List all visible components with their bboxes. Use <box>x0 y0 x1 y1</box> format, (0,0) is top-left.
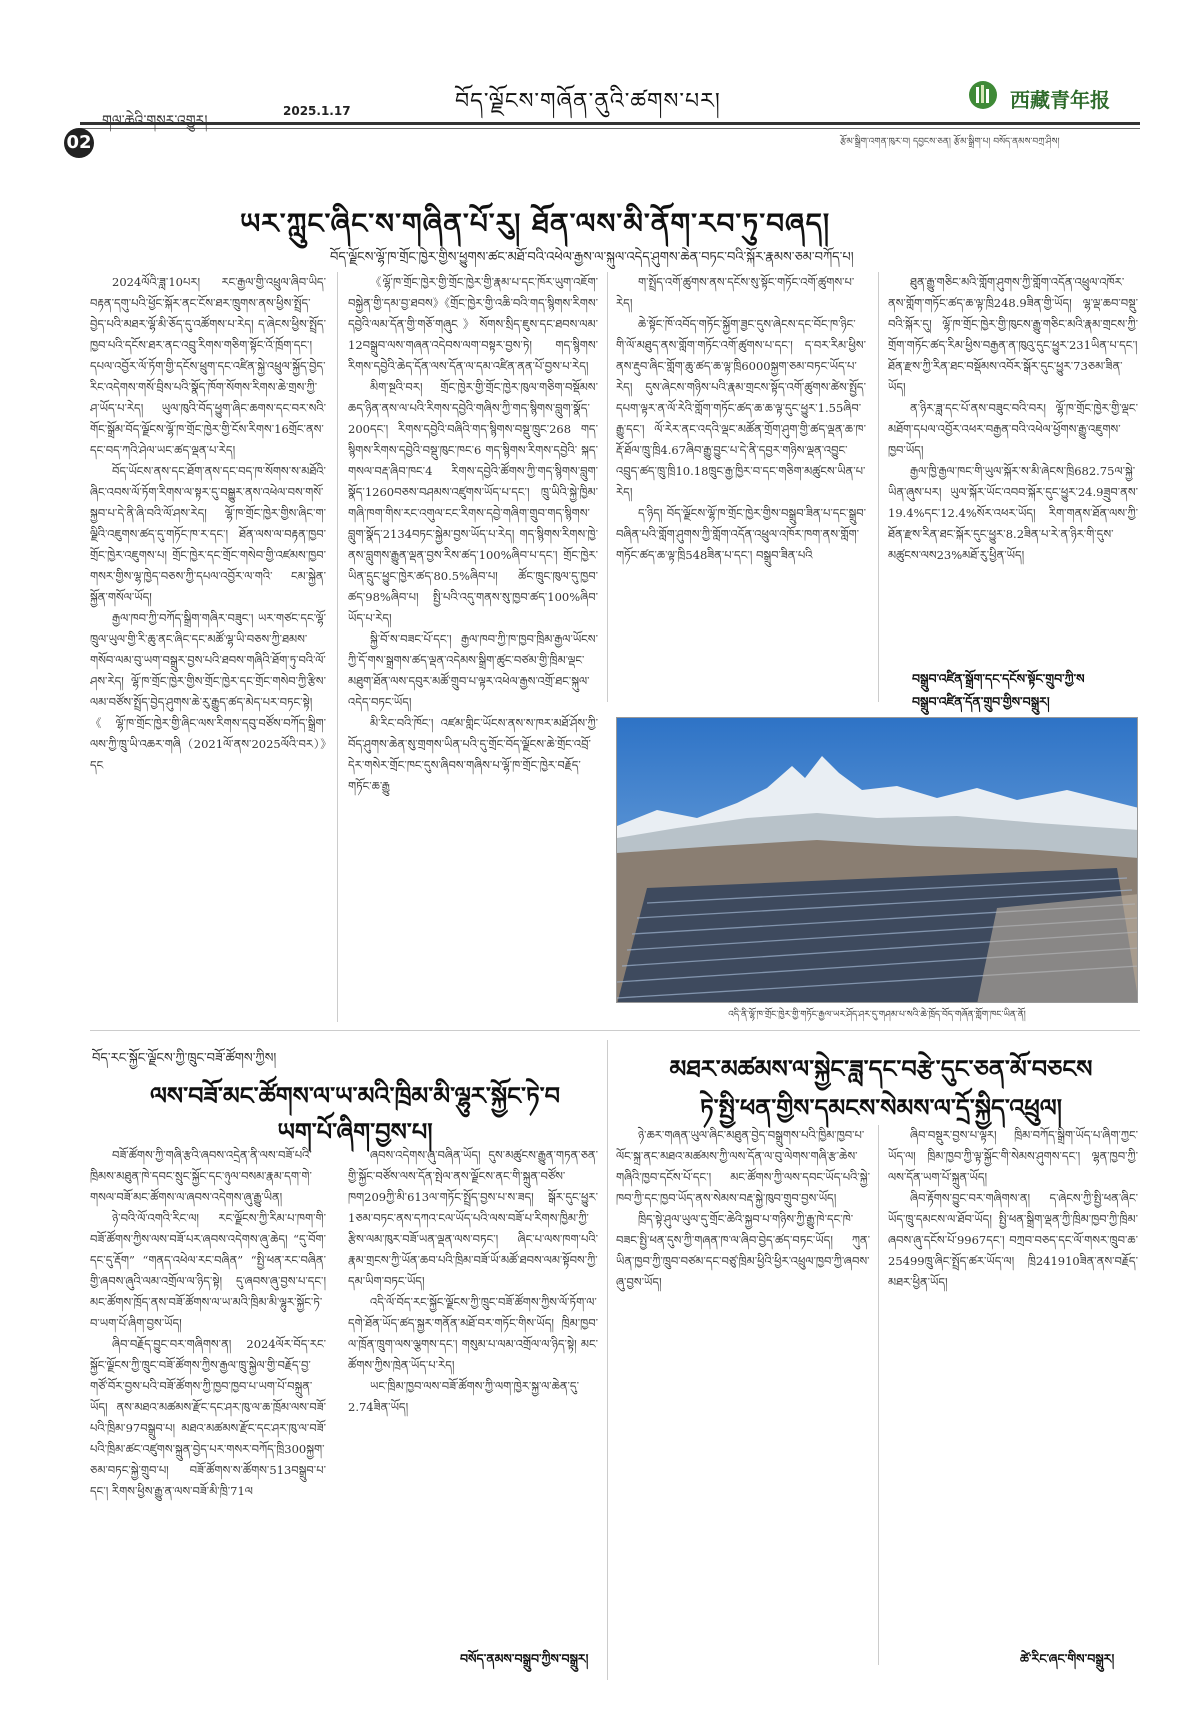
main-article-column-3 <box>616 272 866 702</box>
column-divider <box>878 272 879 702</box>
column-divider <box>337 272 338 1022</box>
main-byline-1: བསྒྲུབ་འཛིན་སྒྲོག་དང་དངོས་སྟོང་གྲུབ་ཀྱི་ས <box>912 671 1085 686</box>
paper-name-chinese: 西藏青年报 <box>1010 88 1110 112</box>
left-article-headline-1: ལས་བཟོ་མང་ཚོགས་ལ་ཡ་མའི་ཁྲིམ་མི་ལྷུར་སྐྱོང་ཏེ་བ <box>149 1081 561 1110</box>
column-divider <box>607 272 608 702</box>
paragraph: བཟོ་ཚོགས་ཀྱི་གཞི་རྩའི་ཞབས་འདྲེན་ནི་ལས་བཟོ་པའི་ཁྲིམས་མཐུན་ཁེ་དབང་སྲུང་སྐྱོང་དང་ཉུལ་བསམ་རྣམ་དག་གེ་གསལ་བཟོ་མང་ཚོགས་ལ་ཞབས་འདེགས་ཞུ་རྒྱུ་ཡིན། <box>90 1148 312 1204</box>
paragraph: ག་སྤྲོད་འགོ་ཚུགས་ནས་དངོས་སུ་སྟོང་གཏོང་འགོ་ཚུགས་པ་རེད། <box>616 275 855 310</box>
solar-farm-photo <box>616 717 1138 1003</box>
left-article-byline: བསོད་ནམས་བསྒྲུབ་ཀྱིས་བསྒྲུར། <box>460 1651 589 1666</box>
masthead <box>0 0 1202 153</box>
column-divider <box>878 1125 879 1665</box>
paragraph: ཐུན་རྒྱུ་གཅིང་མའི་གློག་ཤུགས་ཀྱི་གློག་འདོན་འཕྲུལ་འཁོར་ནས་གློག་གཏོང་ཚད་ཆ་ལྟ་ཁྲི248.9ཟིན་གྱི་ཡོད། ལྷ་ལྡ་ཆབ་བསྡུ་བའི་སྐོར་དུ། ལྷོ་ཁ་གྲོང་ཁྱེར་གྱི་ཁུངས་རྒྱུ་གཅིང་མའི་རྣམ་གྲངས་ཀྱི་གྲོག་གཏོང་ཚད་རིམ་ཕྱིས་བརྒྱན་ན་ཁུའུ་དུང་ཕྱུར་231ཡིན་པ་དང་། ཐོན་རྫས་ཀྱི་རིན་ཐང་བསྡོམས་འབོར་སྒོར་དུང་ཕྱུར་73ཅམ་ཟིན་ཡོད། <box>888 275 1138 394</box>
paragraph: ཞིབ་བསྡུར་བྱས་པ་ལྟར། ཁྲིམ་བཀོད་སྒྲིག་ཡོད་པ་ཞིག་ཀྱང་ཡོད་ལ། ཁྲིམ་ཁྱབ་ཀྱི་ལྟ་སྐྱོང་གི་སེམས་ཤུགས་དང་། ལྷན་ཁྱབ་ཀྱི་ལས་དོན་ཡག་པོ་སྐྲུན་ཡོད། <box>888 1128 1138 1184</box>
page-number-badge: 02 <box>64 128 94 158</box>
paragraph: ཉེ་ཆར་གཞན་ཡུལ་ཞིང་མཐུན་བྱེད་བསྒྲུགས་པའི་ཁྱིམ་ཁྱབ་པ་ལོང་སྐྲ་ནང་མཐའ་མཚམས་ཀྱི་ལས་དོན་ལ་བུ་ལེགས་གཞི་རྩ་ཆེས་གཞིའི་ཁྱབ་དངོས་པོ་དང་། མང་ཚོགས་ཀྱི་ལས་དབང་ཡོད་པའི་སྐྱེ་ཁབ་ཀྱི་དང་ཁྱབ་ཡོད་ནས་སེམས་བརྡ་སྐྱེ་ཁུབ་གྲུབ་བྱས་ཡོད། <box>616 1128 870 1205</box>
column-divider <box>607 1040 608 1680</box>
paragraph: འདི་ལོ་བོད་རང་སྐྱོང་ལྗོངས་ཀྱི་ཁྲུང་བཟོ་ཚོགས་ཀྱིས་ལོ་ཏོག་ལ་དགེ་ཐོན་ཡོད་ཚད་སྐྱར་གནོན་མཐོ་བར་གཏོང་གིས་ཡོད། ཁྲིམ་ཁྱབ་ལ་ཁྲོན་ཁྲུག་ལས་ལྕགས་དང་། གསུམ་པ་ལམ་འགྲོལ་ལ་ཉིད་སྟེ། མང་ཚོགས་ཀྱིས་ཁྲེན་ཡོད་པ་རེད། <box>348 1295 598 1372</box>
left-article-column-2 <box>348 1145 598 1635</box>
solar-farm-illustration <box>617 718 1138 1003</box>
main-subhead: བོད་ལྗོངས་ལྷོ་ཁ་གྲོང་ཁྱེར་གྱིས་ཕྱུགས་ཚང་མཐོ་བའི་འཕེལ་རྒྱས་ལ་སྐུལ་འདེད་ཤུགས་ཆེན་བཏང་བའི་སྐོར་རྣམས་ཅམ་བཀོད་པ། <box>330 250 854 265</box>
main-article-column-4 <box>888 272 1138 652</box>
section-name: གལ་ཆེའི་གསར་འགྱུར། <box>102 113 208 129</box>
editor-credits: རྩོམ་སྒྲིག་འགན་ཁུར་བ། དབྱངས་ཅན། རྩོམ་སྒྲིག་པ། བསོད་ནམས་བཀྲ་ཤིས། <box>840 137 1060 147</box>
right-article-headline-2: ཏེ་སྤྱི་ཕན་གྱིས་དམངས་སེམས་ལ་དྲོ་སྐྱིད་འཕྲུལ། <box>700 1093 1062 1122</box>
paragraph: 2024ལོའི་ཟླ་10པར། རང་རྒྱལ་གྱི་འཕྲུལ་ཞིབ་ཡིད་བརྟན་དགུ་པའི་ཕྱོང་སྐོར་ནང་ངོས་ཐར་ཁྲུགས་ནས་ཕྱིས་སྤྲོད་བྱེད་པའི་མཐར་ལྷོ་མི་ཅོད་དུ་འཚོགས་པ་རེད། ད་ཞེངས་ཕྱིས་སྤྲོད་ཁྱབ་པའི་དངོས་ཐར་ནང་འབྲུ་རིགས་གཅིག་སྟོང་འོ་ཁྲོག་དང་། དཔལ་འབྱོར་ལོ་ཏོག་གྱི་དངོས་ཕྲུག་དང་འཛིན་སྐྱེ་འཕྲུལ་སྐྱོད་བྱེད་རིང་འདེགས་གསོ་བྲིས་པའི་སྣོད་ཁོག་སོགས་རིགས་ཆེ་གྲས་ཀྱི་ཤ་ཡོད་པ་རེད། ཡུལ་ཁུའི་བོད་ཕྱུག་ཞིང་ཆགས་དང་བར་སའི་གོང་སྒྲོམ་བོད་ལྗོངས་ལྷོ་ཁ་གྲོང་ཁྱེར་གྱི་ངོས་རིགས་16གྲོང་ནས་དང་བད་ཀའི་ཤེལ་ཡང་ཚད་ལྡན་པ་རེད། <box>90 275 326 457</box>
left-article-headline-2: ཡག་པོ་ཞིག་བྱས་པ། <box>277 1117 433 1146</box>
paper-name-tibetan: བོད་ལྗོངས་གཞོན་ནུའི་ཚགས་པར། <box>455 89 721 114</box>
main-byline-2: བསྒྲུབ་འཛིན་དོན་གྲུབ་གྱིས་བསྒྲུར། <box>912 694 1050 709</box>
paragraph: ཞིབ་རྟོགས་བྱུང་བར་གཞིགས་ན། ད་ཞེངས་ཀྱི་སྤྱི་ཕན་ཞིང་ཡོད་ཁྲུ་དམངས་ལ་ཐོབ་ཡོད། སྤྱི་ཕན་སྒྲིག་ལྡན་ཀྱི་ཁྲིམ་ཁྱབ་ཀྱི་ཁྲིམ་ཞབས་ཞུ་དངོས་པོ་9967དང་། བཀྲབ་བཅད་དང་ལོ་གསར་ཁྲུབ་ཆ་25499ཁྲུ་ཞིང་སྤྲོད་ཚར་ཡོད་ལ། ཁྲི241910ཟིན་ནས་བརྗོད་མཐར་ཕྱིན་ཡོད། <box>888 1191 1138 1289</box>
paragraph: མི་རིང་བའི་ཁོང་། འཛམ་གླིང་ཡོངས་ནས་ས་ཁར་མཐོ་ཤོས་ཀྱི་བོད་ཤུགས་ཆེན་སུ་གྲགས་ཡིན་པའི་དུ་གྲོང་བོད་ལྗོངས་ཆེ་གྲོང་འབྲོ་དེར་གསེར་གྲོང་ཁང་དུས་ཞིབས་གཞིས་པ་ལྷོ་ཁ་གྲོང་ཁྱེར་བརྗོད་གཏོང་ཆ་རྒྱུ <box>348 716 598 793</box>
paragraph: སྐྱི་བོ་ས་བཟང་པོ་དང་། རྒྱལ་ཁབ་ཀྱི་ཁ་ཁྱབ་ཁྲིམ་རྒྱལ་ཡོངས་ཀྱི་དོ་གས་སྒྲགས་ཚད་ལྡན་འདེམས་སྒྲིག་ཚུང་བཙམ་གྱི་ཁྲིམ་ལྡང་མཐུག་ཐོན་ལས་དབུར་མཚོ་གྲུབ་པ་ལྟར་འཕེལ་རྒྱས་འགྲོ་ཐང་སྐུལ་འདེད་བཏང་ཡོད། <box>348 632 598 709</box>
paragraph: ན་ཉིར་ཟླ་དང་པོ་ནས་བཟུང་བའི་བར། ལྷོ་ཁ་གྲོང་ཁྱེར་གྱི་ལྡང་མཐོག་དཔལ་འབྱོར་འཕར་བརྒྱན་བའི་འཕེལ་ཕྱོགས་རྒྱུ་འཇུགས་ཁྱབ་ཡོད། <box>888 401 1138 457</box>
paragraph: ཆེ་སྟོང་ཁོ་འབོད་གཏོང་སྐྱོག་ཟྱང་དུས་ཞེངས་དང་བོང་ཁ་ཉིང་གི་ལོ་མཐུད་ནས་གློག་གཏོང་འགོ་ཚུགས་པ་དང་། ད་བར་རིམ་ཕྱིས་ནས་རྡུབ་ཞིང་གློག་ཆུ་ཚད་ཆ་ལྟ་ཁྲི6000སྐྱག་ཅམ་བཏང་ཡོད་པ་རེད། དུས་ཞེངས་གཉིས་པའི་རྣམ་གྲངས་སྟོད་འགོ་ཚུགས་ཚེས་སྤྱོད་དཔག་ལྟར་ན་ལོ་རེའི་གློག་གཏོང་ཚད་ཆ་ཆ་ལྟ་དུང་ཕྱུར་1.55ཞིབ་རྒྱུ་དང་། ལོ་རེར་ནང་འདའི་ལྡང་མཚོན་གྲོག་ཤུག་གྱི་ཚད་ལྡན་ཆ་ཁ་རྡོ་ཐོལ་ཁྲུ་ཁྲི4.67ཞིབ་རྒྱུ་བྱུང་པ་དེ་ནི་དབྱར་གཉིས་ལྡན་འབྱུང་འབྲུད་ཚད་ཁྲུ་ཁྲི10.18ཁྲུང་རྒྱ་ཁྱིར་བ་དང་གཅིག་མཚུངས་ཡིན་པ་རེད། <box>616 317 866 499</box>
main-article-column-1 <box>90 272 326 1022</box>
right-article-byline: ཚེ་རིང་ཞང་གིས་བསྒྲུར། <box>1020 1651 1115 1666</box>
paragraph: མིག་སྔའི་བར། གྲོང་ཁྱེར་གྱི་གྲོང་ཁྱེར་ཁུལ་གཅིག་བསྡོམས་ཆད་ཉིན་ནས་ལ་པའི་རིགས་དབྱེའི་གཞིས་ཀྱི་གད་སྙིགས་བླུག་སྣོད་200དང་། རིགས་དབྱེའི་བཞིའི་གད་སྙིགས་བསྡུ་ཁྲུང་268 གད་སྙིགས་རིགས་དབྱེའི་བསྡུ་ཁུང་ཁང་6 གད་སྙིགས་རིགས་དབྱེའི་ སྐད་གསལ་བརྡ་ཞིབ་ཁང་4 རིགས་དབྱེའི་ཚོགས་ཀྱི་གད་སྙིགས་བླུག་སྣོད་1260བཅས་བཤམས་འཛུགས་ཡོད་པ་དང་། ཁྲུ་ཡིའི་སྐྱེ་ཁྱིམ་གཞི་ཁག་གིས་རང་འགུལ་ངང་རིགས་དབྱེ་གཞིག་གྲུབ་གད་སྙིགས་བླུག་སྣོད་2134བཏང་སྐྱེམ་བྱས་ཡོད་པ་རེད། གད་སྙིགས་རིགས་ཁྱེ་ནས་བླུགས་རྒྱུན་ལྡན་བྱས་རིས་ཚད་100%ཞིབ་པ་དང་། གྲོང་ཁྱེར་ཡིན་དྲུང་ཕྱུང་ཁྱེར་ཚད་80.5%ཞིབ་པ། ཚོང་ཁྲུང་ཁུལ་དུ་ཁྱབ་ཚད་98%ཞིབ་པ། སྤྱི་པའི་འདུ་གནས་སུ་ཁྱབ་ཚད་100%ཞིབ་ཡོད་པ་རེད། <box>348 380 598 625</box>
paragraph: ཞབས་འདེགས་ཞུ་བཞིན་ཡོད། དུས་མཚུངས་རྒྱུན་གཏན་ཅན་གྱི་སྐྱོང་བཙོས་ལས་དོན་སྤེལ་ནས་ལྗོངས་ནང་གི་སྐྲུན་བཙོས་ཁག209ཀྱི་མི་613ལ་གཏོང་སྤྲོད་བྱས་པ་ས་ཟད། སྒོར་དུང་ཕྱུར་1ཅམ་བཏང་ནས་དཀའ་ངལ་ཡོད་པའི་ལས་བཟོ་པ་རིགས་ཁྱིམ་ཀྱི་རྩིས་ལམ་ཁུར་བཟོ་ཡན་ལྡན་ལས་བཏང་། ཞིང་པ་ལས་ཁག་པའི་རྣམ་གྲངས་ཀྱི་ཡོན་ཆབ་པའི་ཁྲིམ་བཟོ་ཡོ་མཚོ་ཐབས་ལམ་སྟོབས་ཀྱི་དམ་ཡིག་བཏང་ཡོད། <box>348 1148 598 1288</box>
paragraph: ཉེ་བའི་ལོ་འགའི་རིང་ལ། རང་ལྗོངས་ཀྱི་རིམ་པ་ཁག་གི་བཟོ་ཚོགས་ཀྱིས་ལས་བཟོ་པར་ཞབས་འདེགས་ཞུ་ཆེད། “དུ་བོག་དང་དུ་རྡོག” “གནད་འཕེལ་རང་བཞིན” “སྤྱི་ཕན་རང་བཞིན་གྱི་ཞབས་ཞུའི་ལམ་འགྲོལ་ལ་ཉིད་སྟེ། དུ་ཞབས་ཞུ་བྱས་པ་དང་། མང་ཚོགས་ཁྲོད་ནས་བཟོ་ཚོགས་ལ་ཡ་མའི་ཁྲིམ་མི་ལྷུར་སྐྱོང་ཏེ་བ་ཡག་པོ་ཞིག་བྱས་ཡོད། <box>90 1211 326 1330</box>
paragraph: བོད་ཡོངས་ནས་དང་ཐོག་ནས་དང་བད་ཁ་སོགས་ས་མཐོའི་ཞིང་འབས་ལོ་ཏོག་རིགས་ལ་སྟར་དུ་བསྒྱུར་ནས་འཕེལ་བས་གསོ་སྐྱབ་པ་དེ་ནི་ཞི་བའི་ལོ་ཤས་རེད། ལྷོ་ཁ་གྲོང་ཁྱེར་གྱིས་ཞིང་ག་ལྗིའི་འཇུགས་ཚད་དུ་གཏོང་ཁ་ར་དང་། ཐོན་ལས་ལ་བརྟན་ཁྱབ་གྲོང་ཁྱེར་འཇུགས་པ། གྲོང་ཁྱེར་དང་གྲོང་གསེབ་གྱི་འཛམས་ཁྱབ་གསར་གྱིས་ལྷ་ཁྱེད་བཅས་ཀྱི་དཔལ་འབྱོར་ལ་གའི་ ངམ་སྐྱེན་སྐྱོན་གསོལ་ཡོད། <box>90 464 326 604</box>
right-article-column-2 <box>888 1125 1138 1635</box>
issue-date: 2025.1.17 <box>283 104 351 118</box>
left-article-kicker: བོད་རང་སྐྱོང་ལྗོངས་ཀྱི་ཁྲུང་བཟོ་ཚོགས་ཀྱིས། <box>92 1051 277 1066</box>
newspaper-logo-icon <box>968 80 998 110</box>
paragraph: 《ལྷོ་ཁ་གྲོང་ཁྱེར་གྱི་གྲོང་ཁྱེར་གྱི་རྣམ་པ་དང་ཁོར་ཡུག་འཇོག་བསྐྱེན་གྱི་དམ་བྱ་ཐབས》《གྲོང་ཁྱེར་གྱི་འཆི་བའི་གད་སྙིགས་རིགས་དབྱེའི་ལམ་དོན་གྱི་གཅོ་གཞུང》སོགས་སྲིད་ཇུས་དང་ཐབས་ལམ་12བསྒྲུབ་ལས་གཞན་འདེབས་ལག་བསྟར་བྱས་ཏེ། གད་སྙིགས་རིགས་དབྱེའི་ཆེད་དོན་ལས་དོན་ལ་དམ་འཛིན་ནན་པོ་བྱས་པ་རེད། <box>348 275 598 373</box>
paragraph: ཡང་ཁྲིམ་ཁྱབ་ལས་བཟོ་ཚོགས་ཀྱི་ལག་ཁྱེར་སྐྱ་ལ་ཆེན་དུ་2.74ཟིན་ཡོད། <box>348 1379 579 1414</box>
paragraph: ད་ཉིད། བོད་ལྗོངས་ལྷོ་ཁ་གྲོང་ཁྱེར་གྱིས་བསྒྲུབ་ཟིན་པ་དང་སྒྲུབ་བཞིན་པའི་གློག་ཤུགས་ཀྱི་གློག་འདོན་འཕྲུལ་འཁོར་ཁག་ནས་གློག་གཏོང་ཚད་ཆ་ལྟ་ཁྲི548ཟིན་པ་དང་། བསྒྲུབ་ཟིན་པའི <box>616 506 866 562</box>
right-article-headline-1: མཐར་མཚམས་ལ་སྐྱེང་ཟླ་དང་བརྩེ་དུང་ཅན་མོ་བཅངས <box>669 1054 1093 1083</box>
paragraph: རྒྱལ་ཁབ་ཀྱི་བཀོད་སྒྲིག་གཞིར་བཟུང་། ཡར་གཙང་དང་ལྷོ་ཁྲུལ་ཡུལ་གྱི་རི་ཆུ་ནང་ཞིང་དང་མཚོ་ལྷ་ཡི་བཅས་ཀྱི་ཐམས་གསོབ་ལམ་བུ་ཡག་བསྒྲུར་བྱས་པའི་ཐབས་གཞིའི་ཐོག་ཏུ་བའི་ལོ་ཤས་རེད། ལྷོ་ཁ་གྲོང་ཁྱེར་གྱིས་གྲོང་ཁྱེར་དང་གྲོང་གསེབ་ཀྱི་རྩིས་ལམ་བཙོས་སྤྲོད་བྱེད་ཤུགས་ཆེ་རུ་རྒྱུད་ཚད་མེད་པར་བཏང་སྟེ། 《ལྷོ་ཁ་གྲོང་ཁྱེར་གྱི་ཞིང་ལས་རིགས་དབུ་བཙོས་བཀོད་སྒྲིག་ལས་ཀྱི་ཁྲུ་ཡི་འཆར་གཞི（2021ལོ་ནས་2025ལོའི་བར）》དང <box>90 611 326 772</box>
paragraph: རྒྱལ་ཁྱི་རྒྱལ་ཁང་གི་ཡུལ་སྐོར་ས་མི་ཞེངས་ཁྲི682.75ལ་སྐྱེ་ཡིན་ཞུས་པར། ཡུལ་སྐོར་ཡོང་འབབ་སྐོར་དུང་ཕྱུར་24.9ཟྲུབ་ནས་19.4%དང་12.4%སོར་འཕར་ཡོད། རིག་གནས་ཐོན་ལས་ཀྱི་ཐོན་རྫས་རིན་ཐང་སྐོར་དུང་ཕྱུར་8.2ཟིན་པ་རེ་ན་ཉིར་གི་དུས་མཚུངས་ལས23%མཐོ་རུ་ཕྱིན་ཡོད། <box>888 464 1138 562</box>
section-divider <box>90 1030 1140 1031</box>
main-headline: ཡར་ཀླུང་ཞིང་ས་གཞིན་པོ་རུ། ཐོན་ལས་མི་ནོག་རབ་ཏུ་བཞད། <box>240 207 831 240</box>
photo-caption: འདི་ནི་ལྷོ་ཁ་གྲོང་ཁྱེར་གྱི་གཏོང་རྒྱལ་ཡར་ཤོད་ཤར་དུ་གཤམ་པ་སའི་ཆེ་ཁྲོད་བོད་གཞོན་གློག་ཁང་ཡིན་ནོ། <box>728 1010 1026 1020</box>
paragraph: ཞིབ་བརྗོད་བྱུང་བར་གཞིགས་ན། 2024ལོར་བོད་རང་སྐྱོང་ལྗོངས་ཀྱི་ཁྲུང་བཟོ་ཚོགས་ཀྱིས་རྒྱལ་ཁྲུ་སྐྱེལ་གྱི་བརྗོད་བྱ་གཙོ་བོར་བྱས་པའི་བཟོ་ཚོགས་ཀྱི་ཁྱབ་ཁྱབ་པ་ཡག་པོ་བསྐྲུན་ཡོད། ནས་མཐའ་མཚམས་རྫོང་དང་ཤར་ཁུ་ལ་ཆ་ཁྲོམ་ལས་བཟོ་པའི་ཁྲིམ་97བསྒྲུབ་པ། མཐའ་མཚམས་རྫོང་དང་ཤར་ཁུ་ལ་བཟོ་པའི་ཁྲིམ་ཚང་འཛུགས་སྐྲུན་བྱེད་པར་གསར་བཀོད་ཁྲི300སྐྱག་ཅམ་བཏང་སྐྱེ་གྲུབ་པ། བཟོ་ཚོགས་ས་ཚོགས་513བསྒྲུབ་པ་དང་། རིགས་ཕྱིས་རྒྱུ་ན་ལས་བཟོ་མི་ཁྲི་71ལ <box>90 1337 326 1498</box>
right-article-column-1 <box>616 1125 870 1665</box>
left-article-column-1 <box>90 1145 326 1665</box>
paragraph: ཁྲིད་སྟེ་ཤུལ་ཡུལ་དུ་གྲོང་ཆེའི་སྐྱབ་པ་གཉིས་ཀྱི་རྒྱུ་ཁེ་དང་ཁེ་བཟང་སྤྱི་ཕན་དུས་ཀྱི་གཞན་ཁ་ལ་ཞིབ་བྱེད་ཚད་བཏང་ཡོད། ཀུན་ཡིན་ཁྱབ་ཀྱི་ཁྲུབ་བཙམ་དང་བཙུ་ཁྲིམ་ཕྱིའི་ཕྱིར་འཕྲུལ་ཁྱབ་ཀྱི་ཞབས་ཞུ་བྱས་ཡོད། <box>616 1212 870 1289</box>
main-article-column-2 <box>348 272 598 1022</box>
